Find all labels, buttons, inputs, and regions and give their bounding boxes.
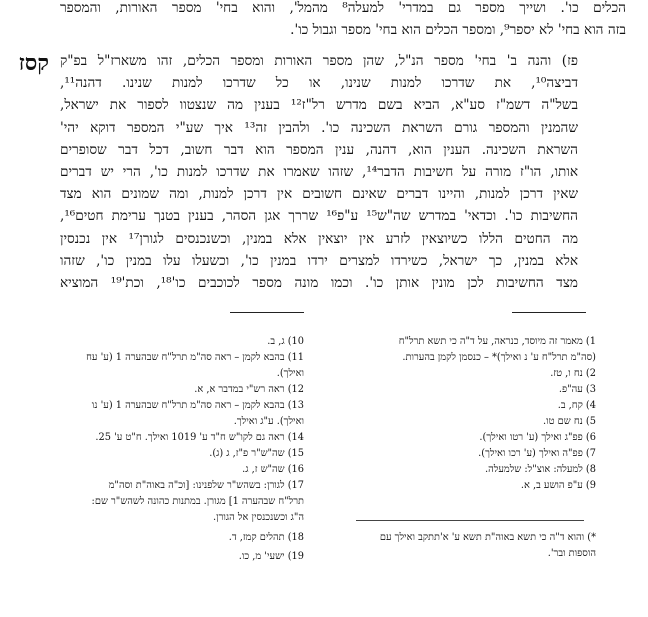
footnote: 7) פפ"ה ואילך (ע' רכו ואילך). [478,448,596,459]
body-line: דביצה¹⁰, את שדרכו למנות שנינו, או כל שדרכו למנות שנינו. דהנה¹¹, [60,75,578,91]
footnote: 4) קח, ב. [557,400,596,411]
footnote: 1) מאמר זה מיוסד, כנראה, על ד"ה כי תשא תרל"ח [398,336,596,347]
page-letter: קסז [18,50,49,76]
footnote: 15) שה"ש"ר פ"ז, ג (ג). [209,448,304,459]
body-line: אלא במנין, כך ישראל, כשירדו למצרים ירדו במנין כו', וכשעלו עלו במנין כו', שזהו [60,253,578,269]
footnote: 2) נח ו, טז. [550,368,596,379]
footnote: 9) ע"פ הושע ב, א. [520,480,596,491]
footnote: ה"ג וכשנכנסין אל הגורן. [212,512,304,523]
footnote: ואילך). ע"ג ואילך. [233,416,304,427]
body-line: שאין דרכן למנות, והיינו דברים שאינם חשובים אין דרכן למנות, ומה שמונים הוא מצד [60,186,578,202]
footnote: 19) ישעי' מ, כו. [238,551,304,562]
body-line: הכלים כו'. ושייך מספר גם במדרי' למעלה⁸ מהמל', והוא בחי' מספר האורות, והמספר [60,0,626,16]
footnote-separator [230,312,304,313]
footnote: הוספות ובר'. [547,548,596,559]
body-line: השראת השכינה. הענין הוא, דהנה, ענין המספר הוא דבר חשוב, דכל דבר שסופרים [60,142,578,158]
body-line: בשל"ה דשמ"ז סע"א, הביא בשם מדרש רל"ז¹² בענין מה שנצטוו לספור את ישראל, [60,97,579,113]
footnote: 3) עה"פ. [558,384,596,395]
footnote-separator [512,312,586,313]
body-line: פז) והנה ב' בחי' מספר הנ"ל, שהן מספר האורות ומספר הכלים, זהו משארז"ל בפ"ק [60,53,578,69]
footnote: (סה"מ תרל"ח ע' נ ואילך)* – כנסמן לקמן בהערות. [402,352,596,363]
footnote: ואילך). [276,368,304,379]
body-line: החשיבות כו'. וכדאי' במדרש שה"ש¹⁵ ע"פ¹⁶ שררך אגן הסהר, בענין בטנך ערימת חטים¹⁶, [60,208,578,224]
body-line: בזה הוא בחי' לא יספר⁹, ומספר הכלים הוא בחי' מספר וגבול כו'. [290,22,626,38]
footnote: 14) ראה גם לקו"ש ח"ד ע' 1019 ואילך. ח"ט ע' 25. [95,432,304,443]
footnote: 16) שה"ש ז, ג. [242,464,304,475]
body-line: אותו, הו"ז מורה על חשיבות הדבר¹⁴, שזהו שאמרו את שדרכו למנות כו', הרי יש דברים [60,164,578,180]
footnote: 11) בהבא לקמן – ראה סה"מ תרל"ח שבהערה 1 (ע' עח [86,352,304,363]
star-note-separator [356,520,584,521]
footnote: 6) פפ"ג ואילך (ע' רטו ואילך). [479,432,596,443]
footnote: 13) בהבא לקמן – ראה סה"מ תרל"ח שבהערה 1 (ע' נו [91,400,304,411]
footnote: 5) נח שם טו. [543,416,596,427]
body-line: שהמנין והמספר גורם השראת השכינה כו'. ולהבין זה¹³ איך שע"י המספר דוקא יהי' [60,120,579,136]
footnote: 12) ראה רש"י במדבר א, א. [194,384,304,395]
footnote: *) והוא ד"ה כי תשא באוה"ת תשא ע' א'תתקב ואילך עם [379,532,596,543]
footnote: 8) למעלה: אוצ"ל: שלמעלה. [485,464,596,475]
body-line: מה החטים הללו כשיוצאין לזרע אין יוצאין אלא במנין, וכשנכנסים לגורן¹⁷ אין נכנסין [60,231,579,247]
footnote: תרל"ח שבהערה 1] מגורן. במתנות כהונה לשהש"ר שם: [91,496,304,507]
body-line: מצד החשיבות לכן מונין אותן כו'. וכמו מונה מספר לכוכבים כו'¹⁸, וכת'¹⁹ המוציא [60,275,578,291]
footnote: 10) ג, ב. [267,336,304,347]
footnote: 18) תהלים קמז, ד. [228,532,304,543]
footnote: 17) לגורן: בשהש"ר שלפנינו: [וכ"ה באוה"ת וסה"מ [108,480,304,491]
